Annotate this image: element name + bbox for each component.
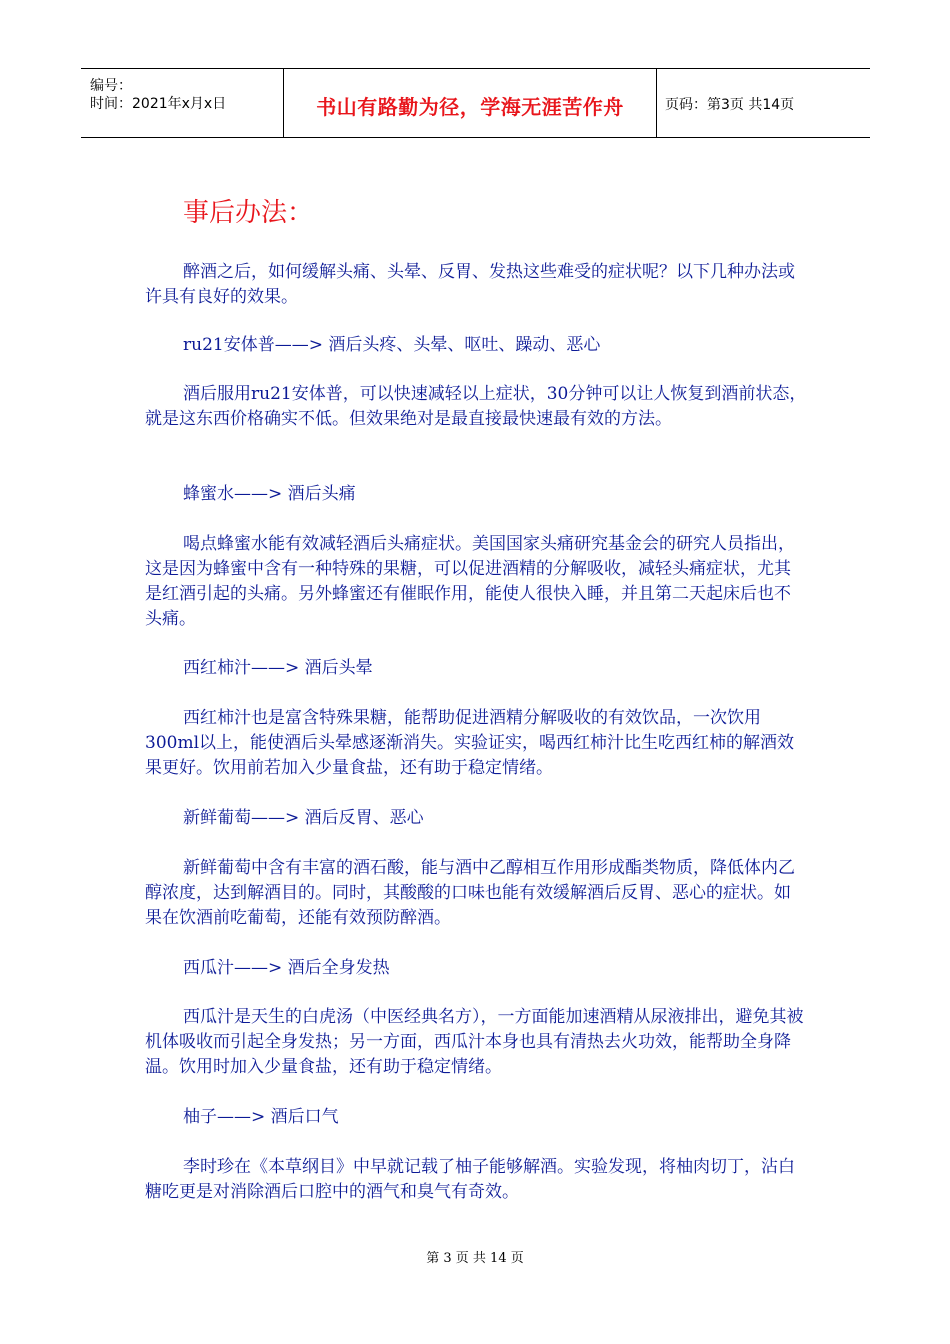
remedy-title-grape: 新鲜葡萄——> 酒后反胃、恶心 (183, 808, 424, 828)
motto: 书山有路勤为径，学海无涯苦作舟 (316, 95, 624, 119)
date-label: 时间：2021年x月x日 (90, 96, 227, 112)
remedy-paragraph-tomato: 西红柿汁也是富含特殊果糖，能帮助促进酒精分解吸收的有效饮品，一次饮用300ml以上，能使酒后头晕感逐渐消失。实验证实，喝西红柿汁比生吃西红柿的解酒效果更好。饮用前若加入少量食盐，还有助于稳定情绪。 (145, 708, 795, 778)
remedy-title-tomato: 西红柿汁——> 酒后头晕 (183, 658, 373, 678)
remedy-paragraph-ru21: 酒后服用ru21安体普，可以快速减轻以上症状，30分钟可以让人恢复到酒前状态，就是这东西价格确实不低。但效果绝对是最直接最快速最有效的方法。 (145, 384, 807, 429)
header-info-cell (81, 69, 283, 137)
serial-label: 编号： (90, 78, 132, 94)
remedy-paragraph-watermelon: 西瓜汁是天生的白虎汤（中医经典名方），一方面能加速酒精从尿液排出，避免其被机体吸收而引起全身发热；另一方面，西瓜汁本身也具有清热去火功效，能帮助全身降温。饮用时加入少量食盐，还有助于稳定情绪。 (145, 1007, 804, 1077)
page-info: 页码：第3页 共14页 (665, 97, 795, 113)
document-header (81, 68, 870, 138)
remedy-paragraph-pomelo: 李时珍在《本草纲目》中早就记载了柚子能够解酒。实验发现，将柚肉切丁，沾白糖吃更是对消除酒后口腔中的酒气和臭气有奇效。 (145, 1157, 795, 1202)
remedy-title-watermelon: 西瓜汁——> 酒后全身发热 (183, 958, 390, 978)
section-heading: 事后办法： (183, 198, 314, 228)
page-footer: 第 3 页 共 14 页 (426, 1251, 524, 1266)
remedy-paragraph-honey: 喝点蜂蜜水能有效减轻酒后头痛症状。美国国家头痛研究基金会的研究人员指出，这是因为蜂蜜中含有一种特殊的果糖，可以促进酒精的分解吸收，减轻头痛症状，尤其是红酒引起的头痛。另外蜂蜜还有催眠作用，能使人很快入睡，并且第二天起床后也不头痛。 (145, 534, 795, 629)
remedy-title-honey: 蜂蜜水——> 酒后头痛 (183, 484, 356, 504)
remedy-paragraph-grape: 新鲜葡萄中含有丰富的酒石酸，能与酒中乙醇相互作用形成酯类物质，降低体内乙醇浓度，达到解酒目的。同时，其酸酸的口味也能有效缓解酒后反胃、恶心的症状。如果在饮酒前吃葡萄，还能有效预防醉酒。 (145, 858, 795, 928)
header-motto-cell (283, 69, 657, 137)
remedy-title-pomelo: 柚子——> 酒后口气 (183, 1107, 339, 1127)
remedy-title-ru21: ru21安体普——> 酒后头疼、头晕、呕吐、躁动、恶心 (183, 335, 601, 355)
intro-paragraph: 醉酒之后，如何缓解头痛、头晕、反胃、发热这些难受的症状呢？以下几种办法或许具有良好的效果。 (145, 262, 795, 307)
header-page-cell (656, 69, 870, 137)
